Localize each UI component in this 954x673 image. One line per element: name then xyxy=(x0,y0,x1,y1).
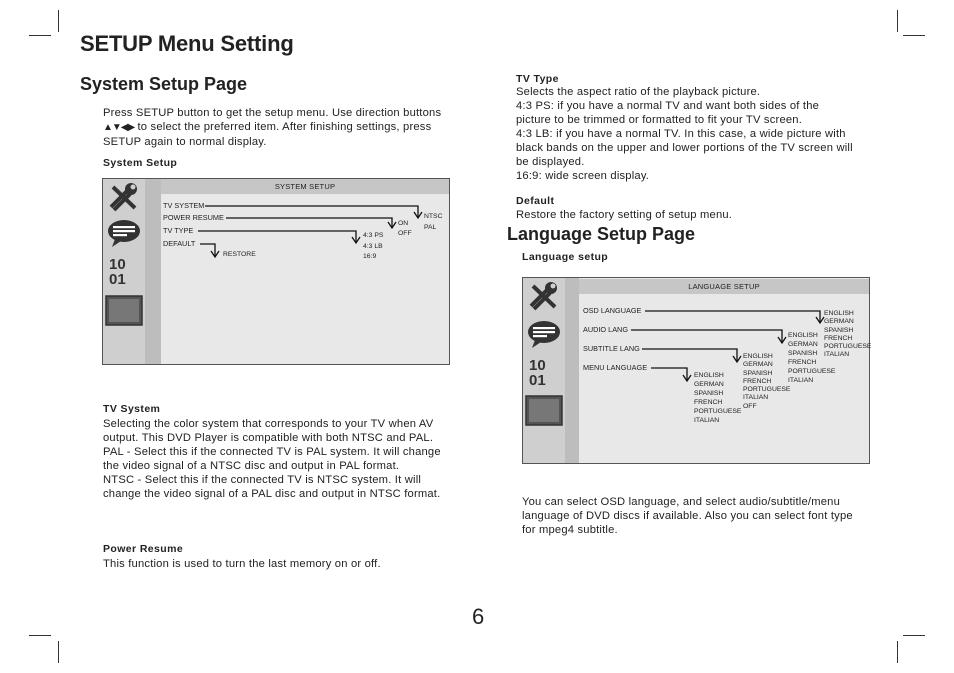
crop-mark-br-h xyxy=(903,635,925,636)
tv-type-line: black bands on the upper and lower portions of the TV screen will xyxy=(516,142,853,154)
tv-system-line: NTSC - Select this if the connected TV is NTSC system. It will xyxy=(103,474,422,486)
system-setup-menu xyxy=(102,178,450,365)
crop-mark-bl-h xyxy=(29,635,51,636)
intro-line-2-text: to select the preferred item. After finishing settings, press xyxy=(137,121,432,133)
svg-text:01: 01 xyxy=(529,372,546,387)
tv-system-paragraph xyxy=(103,417,441,501)
crop-mark-br-v xyxy=(897,641,898,663)
power-resume-options: ON OFF xyxy=(398,220,412,237)
language-paragraph xyxy=(522,495,853,537)
tv-type-heading: TV Type xyxy=(516,73,559,85)
tv-type-line: 16:9: wide screen display. xyxy=(516,170,650,182)
menu-item-subtitle-lang: SUBTITLE LANG xyxy=(583,344,640,353)
osd-language-options: ENGLISH GERMAN SPANISH FRENCH PORTUGUESE ITALIAN xyxy=(824,310,872,359)
tv-type-line: be displayed. xyxy=(516,156,585,168)
language-line: You can select OSD language, and select audio/subtitle/menu xyxy=(522,496,841,508)
menu-item-menu-language: MENU LANGUAGE xyxy=(583,363,648,372)
system-setup-title: SYSTEM SETUP xyxy=(161,179,449,194)
tv-system-options: NTSC PAL xyxy=(424,213,443,231)
tv-system-heading: TV System xyxy=(103,403,161,415)
svg-text:10: 10 xyxy=(109,256,126,273)
language-setup-caption: Language setup xyxy=(522,251,609,263)
direction-arrows-icon: ▲▼◀▶ xyxy=(103,122,135,133)
power-resume-heading: Power Resume xyxy=(103,543,184,555)
crop-mark-tr-h xyxy=(903,35,925,36)
audio-language-options: ENGLISH GERMAN SPANISH FRENCH PORTUGUESE ITALIAN xyxy=(788,332,836,384)
default-heading: Default xyxy=(516,195,555,207)
menu-item-audio-lang: AUDIO LANG xyxy=(583,325,629,334)
power-resume-text: This function is used to turn the last memory on or off. xyxy=(103,558,381,570)
language-setup-heading: Language Setup Page xyxy=(507,224,696,244)
tv-type-line: picture to be trimmed or formatted to fit your TV screen. xyxy=(516,114,803,126)
svg-text:01: 01 xyxy=(109,271,126,286)
intro-line-2 xyxy=(103,120,441,135)
language-setup-menu xyxy=(522,277,870,464)
language-setup-title: LANGUAGE SETUP xyxy=(579,279,869,294)
subtitle-language-options: ENGLISH GERMAN SPANISH FRENCH PORTUGUESE ITALIAN OFF xyxy=(743,353,791,410)
intro-line-1: Press SETUP button to get the setup menu. Use direction buttons xyxy=(103,107,442,119)
tv-type-line: Selects the aspect ratio of the playback picture. xyxy=(516,86,761,98)
svg-text:10: 10 xyxy=(529,357,546,374)
tv-type-options: 4:3 PS 4:3 LB 16:9 xyxy=(363,232,384,260)
language-menu-connector-lines xyxy=(523,278,872,463)
page-number: 6 xyxy=(472,604,485,629)
menu-item-tv-type: TV TYPE xyxy=(163,226,194,235)
language-line: language of DVD discs if available. Also you can select font type xyxy=(522,510,853,522)
system-setup-heading: System Setup Page xyxy=(80,74,248,94)
tv-type-paragraph xyxy=(516,85,853,183)
crop-mark-tr-v xyxy=(897,10,898,32)
default-text: Restore the factory setting of setup menu. xyxy=(516,209,733,221)
menu-item-power-resume: POWER RESUME xyxy=(163,213,224,222)
tv-system-line: output. This DVD Player is compatible with both NTSC and PAL. xyxy=(103,432,434,444)
default-option: RESTORE xyxy=(223,251,256,258)
intro-paragraph xyxy=(103,106,441,149)
system-setup-caption: System Setup xyxy=(103,157,178,169)
menu-item-osd-language: OSD LANGUAGE xyxy=(583,306,642,315)
system-menu-connector-lines xyxy=(103,179,449,364)
crop-mark-tl-v xyxy=(58,10,59,32)
tv-type-line: 4:3 PS: if you have a normal TV and want both sides of the xyxy=(516,100,820,112)
crop-mark-bl-v xyxy=(58,641,59,663)
menu-item-tv-system: TV SYSTEM xyxy=(163,201,205,210)
tv-system-line: the video signal of a NTSC disc and output in PAL format. xyxy=(103,460,400,472)
menu-language-options: ENGLISH GERMAN SPANISH FRENCH PORTUGUESE ITALIAN xyxy=(694,372,742,424)
menu-item-default: DEFAULT xyxy=(163,239,196,248)
intro-line-3: SETUP again to normal display. xyxy=(103,136,267,148)
tv-type-line: 4:3 LB: if you have a normal TV. In this case, a wide picture with xyxy=(516,128,846,140)
tv-system-line: Selecting the color system that corresponds to your TV when AV xyxy=(103,418,434,430)
crop-mark-tl-h xyxy=(29,35,51,36)
tv-system-line: PAL - Select this if the connected TV is PAL system. It will change xyxy=(103,446,441,458)
language-line: for mpeg4 subtitle. xyxy=(522,524,618,536)
page-title: SETUP Menu Setting xyxy=(80,31,294,56)
tv-system-line: change the video signal of a PAL disc and output in NTSC format. xyxy=(103,488,441,500)
